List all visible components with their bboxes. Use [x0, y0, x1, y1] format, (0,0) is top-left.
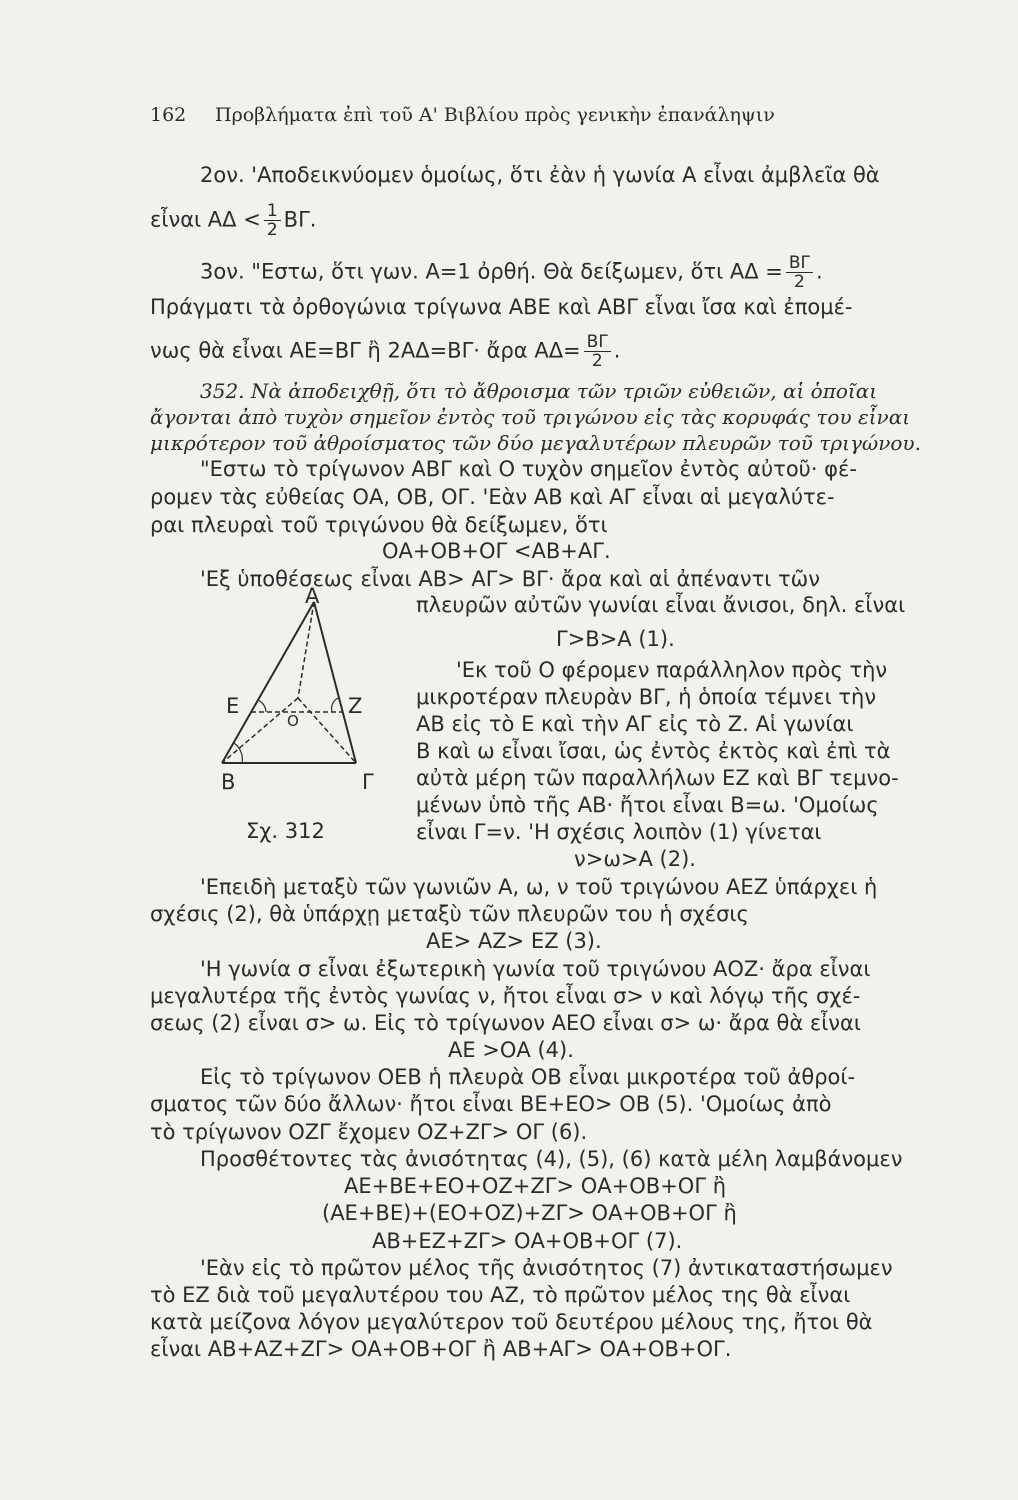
formula-line: ΟΑ+ΟΒ+ΟΓ <ΑΒ+ΑΓ. — [382, 539, 611, 563]
text-line: "Εστω τὸ τρίγωνον ΑΒΓ καὶ Ο τυχὸν σημεῖον ἐντὸς αὐτοῦ· φέ- — [200, 457, 857, 481]
text-line: 'Η γωνία σ εἶναι ἐξωτερικὴ γωνία τοῦ τριγώνου ΑΟΖ· ἄρα εἶναι — [200, 957, 871, 981]
text-line: 2ον. 'Αποδεικνύομεν ὁμοίως, ὅτι ἐὰν ἡ γωνία Α εἶναι ἀμβλεῖα θὰ — [200, 163, 880, 187]
vertex-label-a: Α — [305, 584, 320, 608]
formula-line: ΑΕ+ΒΕ+ΕΟ+ΟΖ+ΖΓ> ΟΑ+ΟΒ+ΟΓ ἢ — [344, 1174, 726, 1198]
vertex-label-b: Β — [221, 770, 236, 794]
text-line: 'Επειδὴ μεταξὺ τῶν γωνιῶν Α, ω, ν τοῦ τριγώνου ΑΕΖ ὑπάρχει ἡ — [200, 875, 878, 899]
text-line: σματος τῶν δύο ἄλλων· ἤτοι εἶναι ΒΕ+ΕΟ> ΟΒ (5). 'Ομοίως ἀπὸ — [150, 1092, 832, 1116]
page-number: 162 — [150, 104, 187, 126]
text-line: σεως (2) εἶναι σ> ω. Εἰς τὸ τρίγωνον ΑΕΟ εἶναι σ> ω· ἄρα θὰ εἶναι — [150, 1011, 861, 1035]
side-ag — [314, 602, 356, 763]
formula-line: ΑΕ >ΟΑ (4). — [448, 1038, 574, 1062]
text-line: εἶναι ΑΔ < $\frac{1}{2}$ ΒΓ. — [150, 201, 317, 240]
formula-line: Γ>Β>Α (1). — [556, 627, 675, 651]
formula-line: ΑΕ> ΑΖ> ΕΖ (3). — [426, 929, 602, 953]
text-line: 3ον. "Εστω, ὅτι γων. Α=1 ὀρθή. Θὰ δείξωμεν, ὅτι ΑΔ = $\frac{B\Gamma}{2}$ . — [200, 253, 823, 292]
text-line: 'Εκ τοῦ Ο φέρομεν παράλληλον πρὸς τὴν — [456, 658, 888, 682]
triangle-figure — [210, 588, 390, 768]
vertex-label-z: Ζ — [348, 694, 363, 718]
text-line: Εἰς τὸ τρίγωνον ΟΕΒ ἡ πλευρὰ ΟΒ εἶναι μικροτέρα τοῦ ἀθροί- — [200, 1065, 856, 1089]
running-title: Προβλήματα ἐπὶ τοῦ Α' Βιβλίου πρὸς γενικὴν ἐπανάληψιν — [215, 104, 775, 126]
text-line: κατὰ μείζονα λόγον μεγαλύτερον τοῦ δευτέρου μέλους της, ἤτοι θὰ — [150, 1310, 873, 1334]
text-line: μένων ὑπὸ τῆς ΑΒ· ἤτοι εἶναι Β=ω. 'Ομοίως — [416, 793, 879, 817]
problem-statement: μικρότερον τοῦ ἀθροίσματος τῶν δύο μεγαλυτέρων πλευρῶν τοῦ τριγώνου. — [150, 431, 921, 455]
text-line: νως θὰ εἶναι ΑΕ=ΒΓ ἢ 2ΑΔ=ΒΓ· ἄρα ΑΔ= $\frac{B\Gamma}{2}$ . — [150, 332, 621, 371]
vertex-label-e: Ε — [226, 694, 240, 718]
point-label-o: Ο — [287, 712, 299, 730]
text-line: Β καὶ ω εἶναι ἴσαι, ὡς ἐντὸς ἐκτὸς καὶ ἐπὶ τὰ — [416, 739, 891, 763]
formula-line: ΑΒ+ΕΖ+ΖΓ> ΟΑ+ΟΒ+ΟΓ (7). — [372, 1229, 683, 1253]
text-line: ΑΒ εἰς τὸ Ε καὶ τὴν ΑΓ εἰς τὸ Ζ. Αἱ γωνίαι — [416, 712, 854, 736]
text-line: Προσθέτοντες τὰς ἀνισότητας (4), (5), (6) κατὰ μέλη λαμβάνομεν — [200, 1147, 903, 1171]
text-line: πλευρῶν αὐτῶν γωνίαι εἶναι ἄνισοι, δηλ. εἶναι — [416, 593, 906, 617]
text-line: σχέσις (2), θὰ ὑπάρχῃ μεταξὺ τῶν πλευρῶν του ἡ σχέσις — [150, 902, 749, 926]
text-line: τὸ ΕΖ διὰ τοῦ μεγαλυτέρου του ΑΖ, τὸ πρῶτον μέλος της θὰ εἶναι — [150, 1283, 851, 1307]
angle-omega-arc — [258, 700, 266, 712]
text-line: αὐτὰ μέρη τῶν παραλλήλων ΕΖ καὶ ΒΓ τεμνο- — [416, 766, 899, 790]
text-line: ραι πλευραὶ τοῦ τριγώνου θὰ δείξωμεν, ὅτι — [150, 513, 608, 537]
text-line: μεγαλυτέρα τῆς ἐντὸς γωνίας ν, ἤτοι εἶναι σ> ν καὶ λόγῳ τῆς σχέ- — [150, 984, 861, 1008]
formula-line: ν>ω>Α (2). — [574, 847, 696, 871]
text-line: 'Εὰν εἰς τὸ πρῶτον μέλος τῆς ἀνισότητος (7) ἀντικαταστήσωμεν — [200, 1256, 893, 1280]
figure-caption: Σχ. 312 — [246, 819, 325, 843]
problem-statement: ἄγονται ἀπὸ τυχὸν σημεῖον ἐντὸς τοῦ τριγώνου εἰς τὰς κορυφάς του εἶναι — [150, 405, 911, 429]
problem-statement: 352. Νὰ ἀποδειχθῇ, ὅτι τὸ ἄθροισμα τῶν τριῶν εὐθειῶν, αἱ ὁποῖαι — [200, 379, 878, 403]
formula-line: (ΑΕ+ΒΕ)+(ΕΟ+ΟΖ)+ΖΓ> ΟΑ+ΟΒ+ΟΓ ἢ — [322, 1201, 737, 1225]
text-line: εἶναι Γ=ν. 'Η σχέσις λοιπὸν (1) γίνεται — [416, 820, 822, 844]
text-line: 'Εξ ὑποθέσεως εἶναι ΑΒ> ΑΓ> ΒΓ· ἄρα καὶ αἱ ἀπέναντι τῶν — [200, 567, 821, 591]
text-line: Πράγματι τὰ ὀρθογώνια τρίγωνα ΑΒΕ καὶ ΑΒΓ εἶναι ἴσα καὶ ἐπομέ- — [150, 295, 853, 319]
angle-nu-arc — [332, 698, 338, 712]
text-line: εἶναι ΑΒ+ΑΖ+ΖΓ> ΟΑ+ΟΒ+ΟΓ ἢ ΑΒ+ΑΓ> ΟΑ+ΟΒ+ΟΓ. — [150, 1337, 732, 1361]
text-line: μικροτέραν πλευρὰν ΒΓ, ἡ ὁποία τέμνει τὴν — [416, 685, 877, 709]
text-line: τὸ τρίγωνον ΟΖΓ ἔχομεν ΟΖ+ΖΓ> ΟΓ (6). — [150, 1120, 588, 1144]
vertex-label-g: Γ — [362, 770, 374, 794]
text-line: ρομεν τὰς εὐθείας ΟΑ, ΟΒ, ΟΓ. 'Εὰν ΑΒ καὶ ΑΓ εἶναι αἱ μεγαλύτε- — [150, 485, 835, 509]
